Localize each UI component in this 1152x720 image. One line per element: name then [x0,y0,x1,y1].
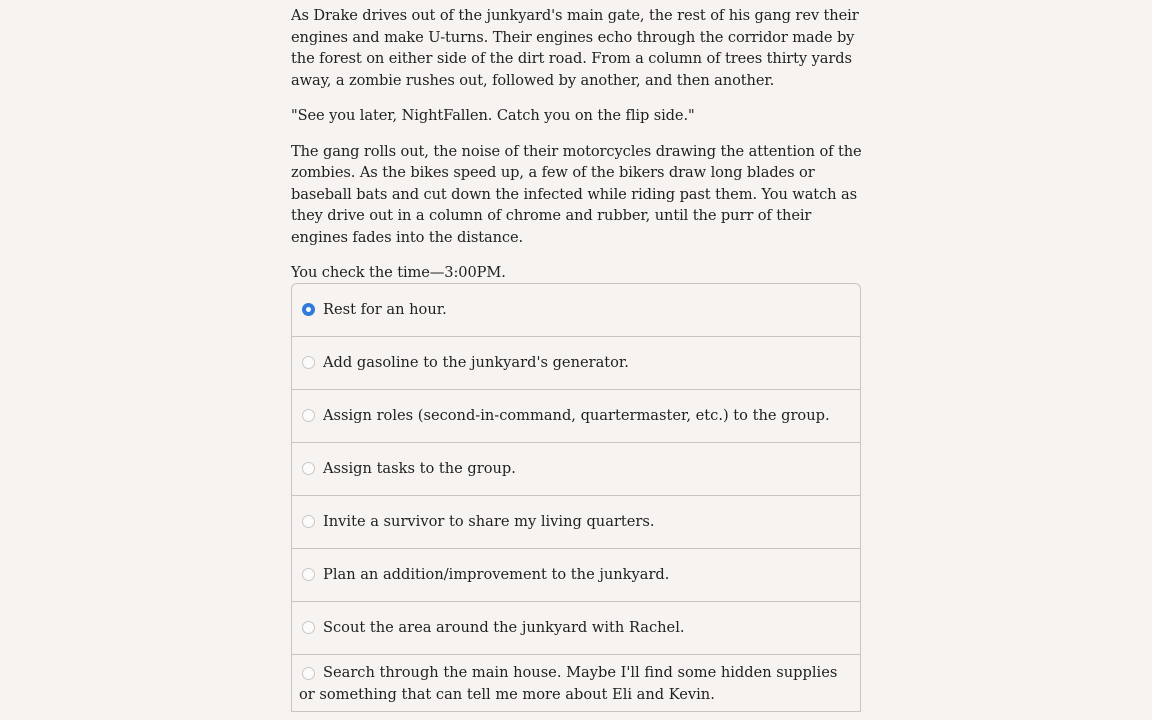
choice-option-rest[interactable] [292,284,860,337]
story-paragraph: You check the time—3:00PM. [291,264,506,281]
choice-option-assign-tasks[interactable] [292,443,860,496]
radio-unselected-icon[interactable] [302,515,315,528]
radio-selected-icon[interactable] [302,303,315,316]
story-paragraph: "See you later, NightFallen. Catch you on the flip side." [291,107,695,124]
choice-label: Plan an addition/improvement to the junkyard. [323,566,670,583]
choice-option-scout-area[interactable] [292,602,860,655]
radio-unselected-icon[interactable] [302,409,315,422]
choice-label: Add gasoline to the junkyard's generator. [323,354,629,371]
choice-option-plan-addition[interactable] [292,549,860,602]
choice-label: Assign roles (second-in-command, quartermaster, etc.) to the group. [323,407,830,424]
choice-label: Invite a survivor to share my living quarters. [323,513,655,530]
radio-unselected-icon[interactable] [302,568,315,581]
choice-option-add-gasoline[interactable] [292,337,860,390]
choice-option-search-house[interactable] [292,655,860,712]
choice-label: Rest for an hour. [323,301,447,318]
choice-option-invite-survivor[interactable] [292,496,860,549]
radio-unselected-icon[interactable] [302,621,315,634]
story-paragraph: The gang rolls out, the noise of their motorcycles drawing the attention of the zombies. As the bikes speed up, a few of the bikers draw long blades or baseball bats and cut down the infected while riding past them. You watch as they drive out in a column of chrome and rubber, until the purr of their engines fades into the distance. [291,142,862,246]
story-paragraph: As Drake drives out of the junkyard's main gate, the rest of his gang rev their engines and make U-turns. Their engines echo through the corridor made by the forest on either side of the dirt road. From a column of trees thirty yards away, a zombie rushes out, followed by another, and then another. [291,7,859,89]
choice-label: Scout the area around the junkyard with Rachel. [323,619,685,636]
radio-unselected-icon[interactable] [302,356,315,369]
choice-option-assign-roles[interactable] [292,390,860,443]
radio-unselected-icon[interactable] [302,462,315,475]
choice-label: Assign tasks to the group. [323,460,516,477]
story-text [291,5,863,298]
choice-label: Search through the main house. Maybe I'll find some hidden supplies or something that can tell me more about Eli and Kevin. [299,664,838,703]
choice-list [291,283,861,712]
radio-unselected-icon[interactable] [302,667,315,680]
